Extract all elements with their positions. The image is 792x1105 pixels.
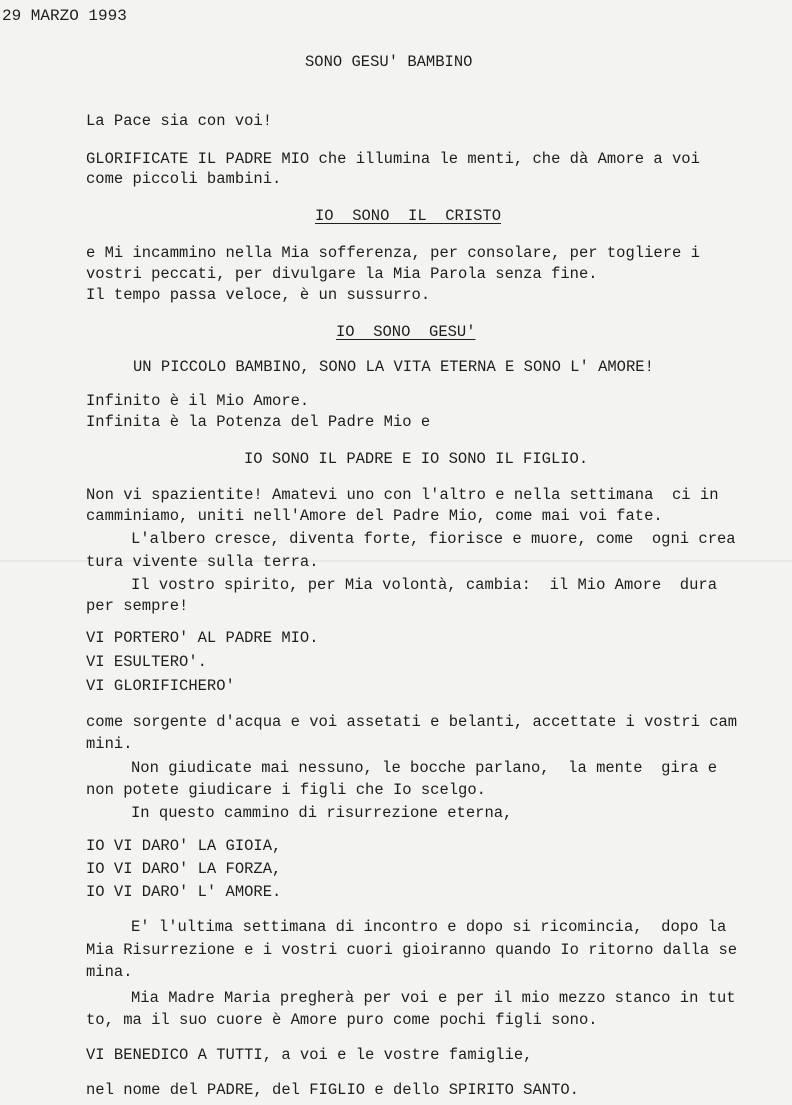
paragraph-line: Il tempo passa veloce, è un sussurro. (86, 286, 431, 304)
greeting: La Pace sia con voi! (86, 112, 273, 130)
paragraph-line: Non giudicate mai nessuno, le bocche parlano, la mente gira e (131, 759, 717, 777)
blessing-line: nel nome del PADRE, del FIGLIO e dello SPIRITO SANTO. (86, 1081, 579, 1099)
paragraph-line: Infinita è la Potenza del Padre Mio e (86, 413, 431, 431)
paragraph-line: Mia Risurrezione e i vostri cuori gioiranno quando Io ritorno dalla se (86, 941, 738, 959)
paragraph-line: L'albero cresce, diventa forte, fiorisce e muore, come ogni crea (131, 530, 736, 548)
document-title: SONO GESU' BAMBINO (305, 53, 473, 71)
centered-line: UN PICCOLO BAMBINO, SONO LA VITA ETERNA E SONO L' AMORE! (133, 358, 654, 376)
paragraph-line: tura vivente sulla terra. (86, 553, 319, 571)
paragraph-line: E' l'ultima settimana di incontro e dopo si ricomincia, dopo la (131, 918, 727, 936)
paragraph-line: mina. (86, 963, 133, 981)
proclamation-line: VI PORTERO' AL PADRE MIO. (86, 629, 319, 647)
paragraph-line: Mia Madre Maria pregherà per voi e per il mio mezzo stanco in tut (131, 989, 736, 1007)
paragraph-line: vostri peccati, per divulgare la Mia Parola senza fine. (86, 265, 598, 283)
proclamation-line: VI ESULTERO'. (86, 653, 207, 671)
paragraph-line: In questo cammino di risurrezione eterna, (131, 804, 513, 822)
promise-line: IO VI DARO' L' AMORE. (86, 883, 282, 901)
paragraph-line: Non vi spazientite! Amatevi uno con l'altro e nella settimana ci in (86, 486, 719, 504)
paragraph-line: per sempre! (86, 597, 189, 615)
paragraph-line: e Mi incammino nella Mia sofferenza, per consolare, per togliere i (86, 244, 700, 262)
proclamation-line: VI GLORIFICHERO' (86, 677, 235, 695)
paragraph-line: camminiamo, uniti nell'Amore del Padre Mio, come mai voi fate. (86, 507, 663, 525)
heading-io-sono-il-cristo: IO SONO IL CRISTO (315, 207, 502, 225)
blessing-line: VI BENEDICO A TUTTI, a voi e le vostre famiglie, (86, 1046, 533, 1064)
paragraph-line: Il vostro spirito, per Mia volontà, cambia: il Mio Amore dura (131, 576, 717, 594)
paragraph-line: GLORIFICATE IL PADRE MIO che illumina le menti, che dà Amore a voi (86, 150, 700, 168)
paragraph-line: mini. (86, 735, 133, 753)
paragraph-line: non potete giudicare i figli che Io scelgo. (86, 781, 486, 799)
promise-line: IO VI DARO' LA GIOIA, (86, 837, 282, 855)
document-date: 29 MARZO 1993 (2, 7, 127, 25)
heading-io-sono-gesu: IO SONO GESU' (336, 323, 476, 341)
promise-line: IO VI DARO' LA FORZA, (86, 860, 282, 878)
paragraph-line: come piccoli bambini. (86, 170, 282, 188)
paragraph-line: to, ma il suo cuore è Amore puro come pochi figli sono. (86, 1011, 598, 1029)
centered-line: IO SONO IL PADRE E IO SONO IL FIGLIO. (244, 450, 589, 468)
paragraph-line: come sorgente d'acqua e voi assetati e belanti, accettate i vostri cam (86, 713, 738, 731)
paragraph-line: Infinito è il Mio Amore. (86, 392, 310, 410)
